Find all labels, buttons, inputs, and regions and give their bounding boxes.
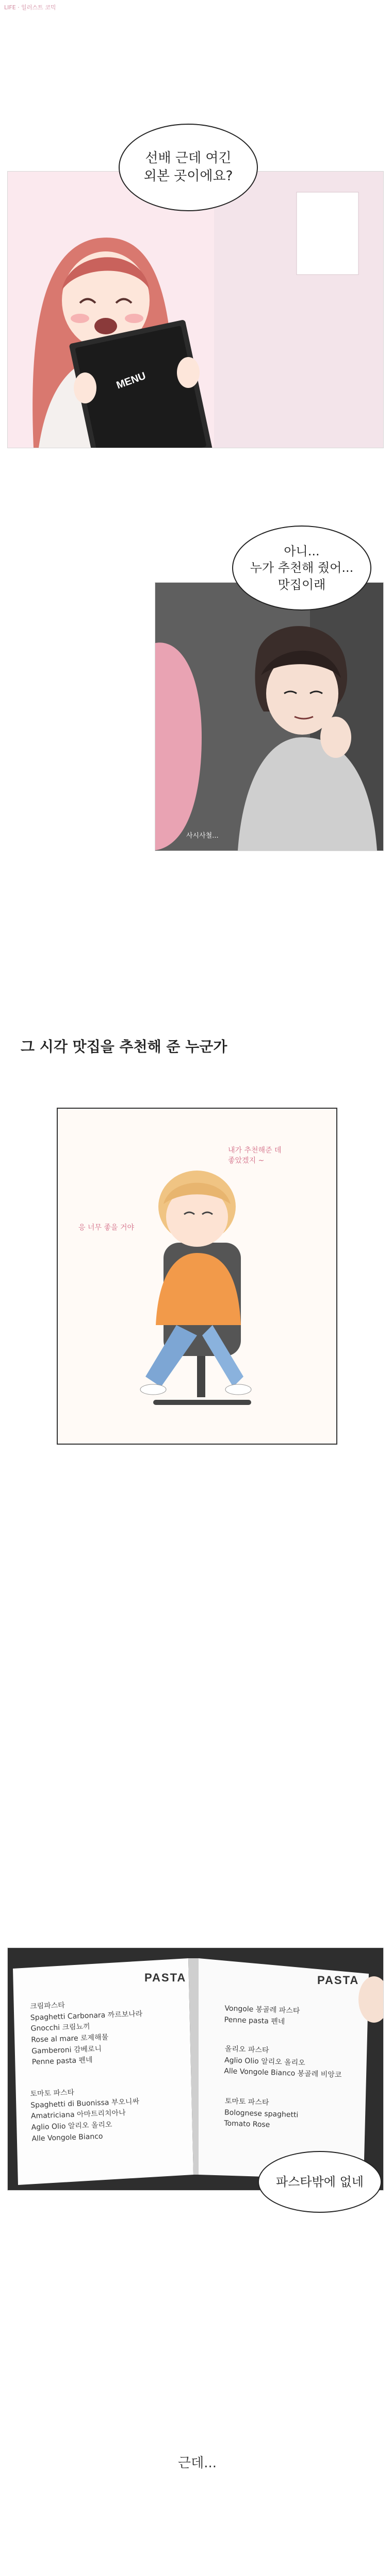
menu-list-right-bottom (224, 2096, 299, 2132)
panel-2-art (155, 583, 383, 851)
menu-label: MENU (115, 370, 148, 392)
credit-text: LIFE · 일러스트 코믹 (4, 4, 56, 11)
thought-text: 내가 추천해준 데 좋았겠지 ~ (228, 1146, 282, 1165)
speech-bubble: 파스타밖에 없네 (258, 2151, 382, 2213)
menu-item: Aglio Olio 알리오 올리오 (224, 2056, 305, 2067)
menu-item: Alle Vongole Bianco 봉골레 비앙코 (224, 2067, 342, 2080)
menu-item: Spaghetti Carbonara 까르보나라 (30, 2009, 143, 2022)
menu-title-right: PASTA (317, 1974, 360, 1987)
interlude-text: 근데... (178, 2455, 217, 2471)
menu-item: 토마토 파스타 (30, 2088, 75, 2098)
menu-item: Rose al mare 로제해물 (31, 2033, 109, 2044)
menu-item: 토마토 파스타 (224, 2097, 269, 2107)
menu-item: Tomato Rose (224, 2119, 270, 2129)
panel-3-art (58, 1109, 336, 1444)
panel-1-art (8, 172, 383, 448)
menu-item: 크림파스타 (29, 2001, 66, 2011)
panel-1 (7, 171, 384, 448)
panel-2 (155, 582, 384, 851)
menu-item: Spaghetti di Buonissa 부오니싸 (30, 2097, 140, 2110)
menu-list-left-bottom (30, 2085, 140, 2145)
menu-item: 올리오 파스타 (224, 2045, 269, 2055)
panel-3 (57, 1108, 337, 1445)
menu-item: Alle Vongole Bianco (31, 2132, 103, 2143)
menu-title-left: PASTA (144, 1971, 187, 1984)
menu-item: Bolognese spaghetti (224, 2108, 299, 2120)
menu-list-right-top (224, 2003, 300, 2028)
menu-list-left-top (30, 1997, 144, 2069)
speech-bubble: 아니... 누가 추천해 줬어... 맛집이래 (232, 526, 371, 611)
sfx-text: 사시사철... (186, 832, 219, 840)
menu-item: Penne pasta 펜네 (224, 2015, 285, 2026)
menu-item: Penne pasta 펜네 (31, 2056, 93, 2067)
menu-item: Gnocchi 크림뇨끼 (30, 2023, 90, 2033)
menu-item: Vongole 봉골레 파스타 (224, 2004, 300, 2015)
menu-item: Amatriciana 아마트리치아나 (30, 2109, 126, 2121)
menu-item: Aglio Olio 알리오 올리오 (31, 2121, 112, 2132)
speech-bubble: 선배 근데 여긴 외본 곳이에요? (119, 124, 258, 211)
narration-caption: 그 시각 맛집을 추천해 준 누군가 (21, 1038, 227, 1055)
menu-list-right-mid (224, 2044, 342, 2081)
menu-item: Gamberoni 감베로니 (31, 2044, 102, 2056)
thought-text: 응 너무 좋을 거야 (78, 1224, 135, 1232)
